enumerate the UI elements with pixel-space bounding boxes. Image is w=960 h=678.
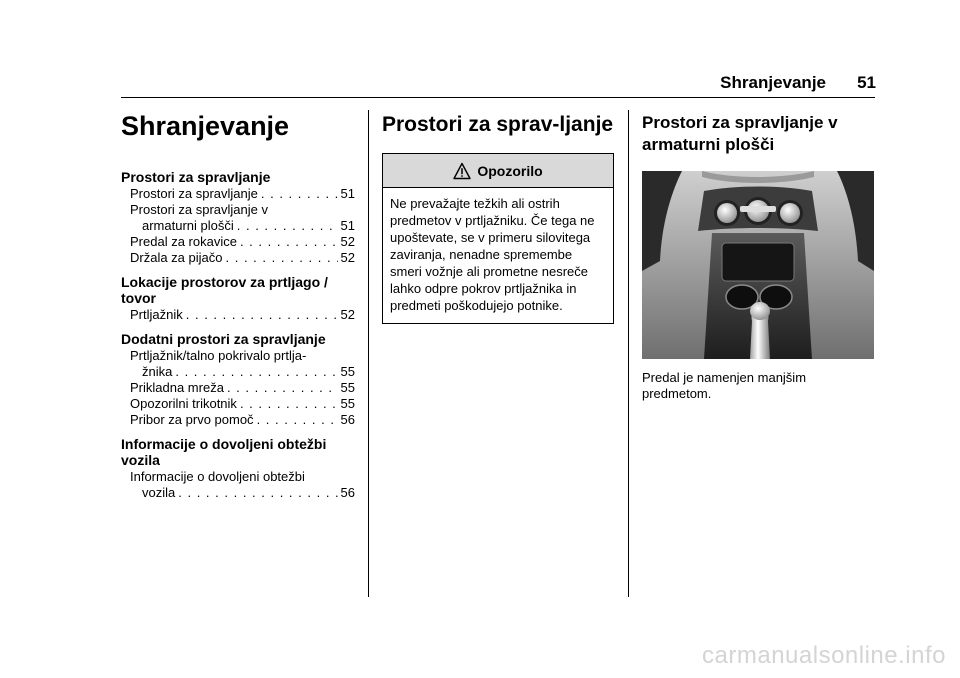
warning-heading: Opozorilo [477, 162, 543, 179]
toc-entry[interactable]: Prostori za spravljanje v armaturni plošči . . . 51 [121, 202, 355, 234]
toc-entry[interactable]: Prtljažnik/talno pokrivalo prtlja- žnika . . . 55 [121, 348, 355, 380]
dashboard-storage-section [642, 112, 876, 402]
chapter-title: Shranjevanje [121, 111, 290, 141]
toc-list [121, 307, 355, 323]
toc-section-title: Informacije o dovoljeni obtežbi vozila [121, 436, 327, 468]
center-console-photo [642, 171, 874, 359]
warning-text: Ne prevažajte težkih ali ostrih predmetov v prtljažniku. Če tega ne upoštevate, se v primeru silovitega zaviranja, nenadne spremembe smeri vožnje ali prometne nesreče lahko odpre pokrov prtljažnika in predmeti poškodujejo potnike. [390, 196, 595, 313]
toc-entry[interactable]: Prostori za spravljanje . . . 51 [121, 186, 355, 202]
watermark: carmanualsonline.info [702, 642, 946, 669]
warning-header [383, 154, 613, 188]
column-divider-1 [368, 110, 369, 597]
storage-section [382, 112, 614, 324]
toc-section-title: Prostori za spravljanje [121, 169, 271, 185]
section-heading: Prostori za spravljanje v armaturni plošči [642, 113, 838, 154]
toc-entry[interactable]: Držala za pijačo . . . 52 [121, 250, 355, 266]
toc-entry[interactable]: Prikladna mreža . . . 55 [121, 380, 355, 396]
column-divider-2 [628, 110, 629, 597]
chapter-toc [121, 110, 355, 509]
toc-entry[interactable]: Informacije o dovoljeni obtežbi vozila . . . 56 [121, 469, 355, 501]
toc-list [121, 186, 355, 266]
toc-list [121, 348, 355, 428]
warning-triangle-icon [453, 162, 471, 180]
photo-caption: Predal je namenjen manjšim predmetom. [642, 370, 807, 401]
page-number: 51 [857, 73, 876, 92]
warning-box [382, 153, 614, 324]
section-heading: Prostori za sprav-ljanje [382, 113, 614, 136]
running-header-title: Shranjevanje [720, 73, 826, 92]
toc-entry[interactable]: Pribor za prvo pomoč . . . 56 [121, 412, 355, 428]
toc-entry[interactable]: Predal za rokavice . . . 52 [121, 234, 355, 250]
toc-entry[interactable]: Opozorilni trikotnik . . . 55 [121, 396, 355, 412]
toc-section-title: Lokacije prostorov za prtljago / tovor [121, 274, 328, 306]
header-rule [121, 97, 875, 98]
toc-entry[interactable]: Prtljažnik . . . 52 [121, 307, 355, 323]
toc-list [121, 469, 355, 501]
toc-section-title: Dodatni prostori za spravljanje [121, 331, 326, 347]
